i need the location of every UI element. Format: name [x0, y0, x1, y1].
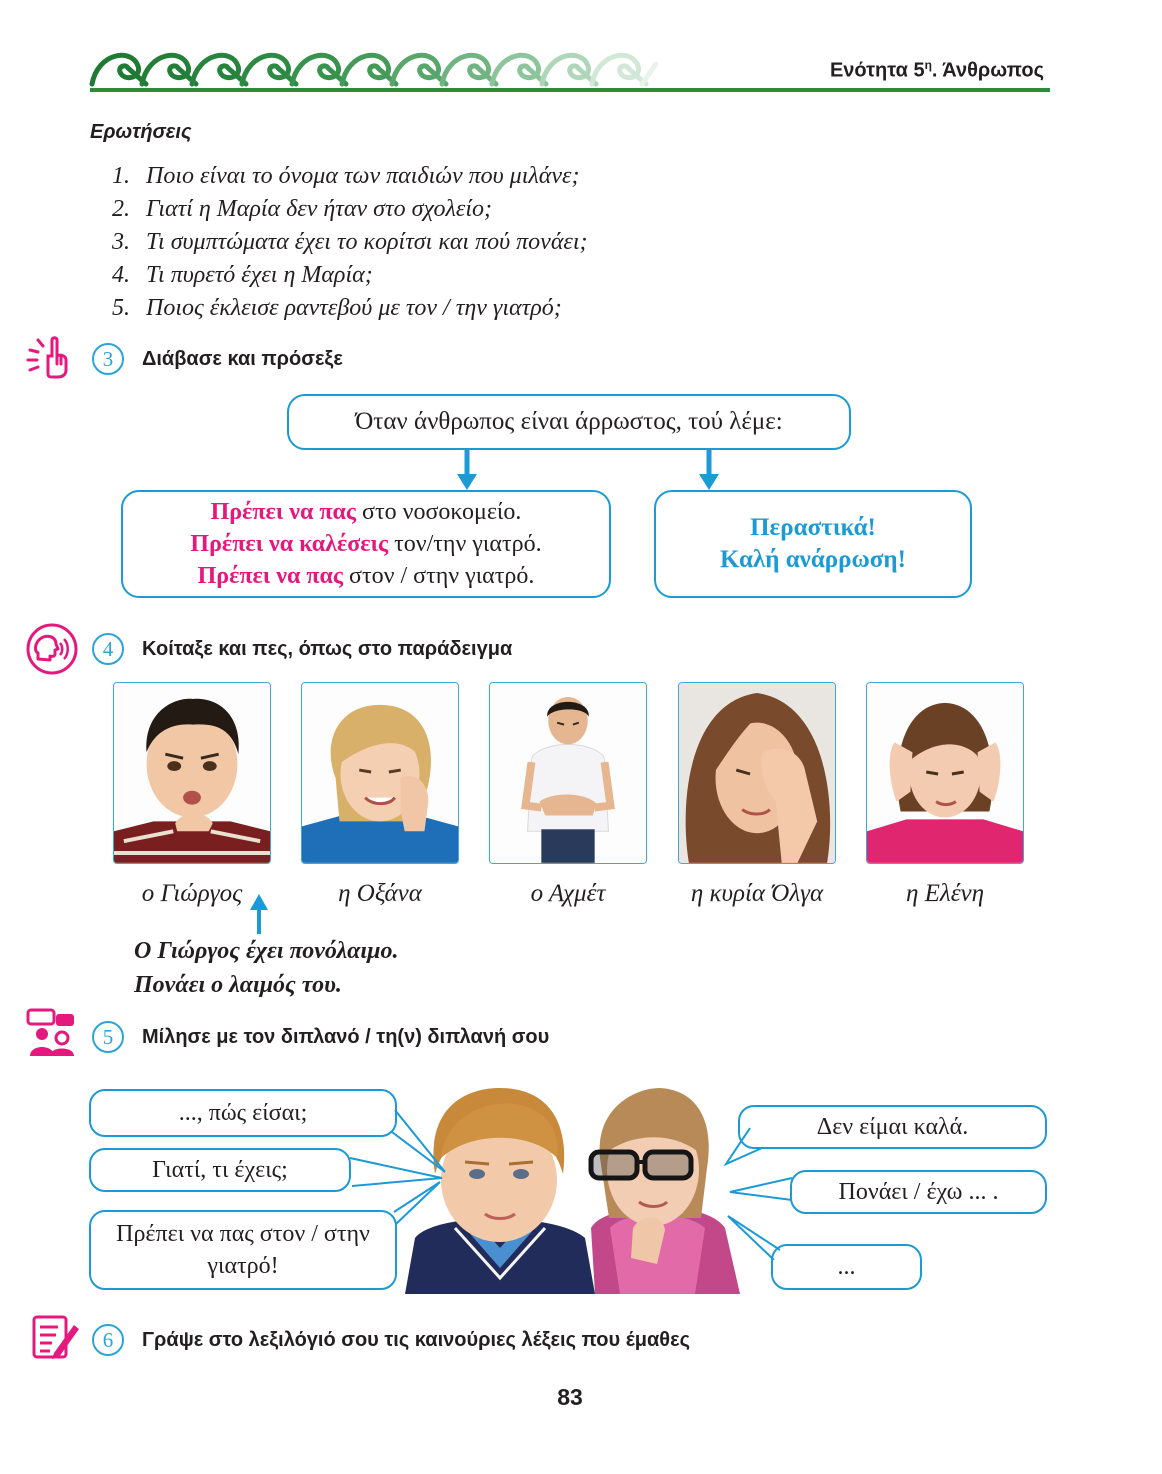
photo-caption: ο Αχμέτ [530, 880, 606, 907]
speech-bubble-text: Πρέπει να πας στον / στην γιατρό! [116, 1221, 370, 1279]
exercise-number-badge: 6 [92, 1324, 124, 1356]
notepad-pencil-icon [30, 1313, 80, 1363]
exercise-title: Διάβασε και πρόσεξε [142, 348, 343, 370]
advice-line: Πρέπει να πας στο νοσοκομείο. [210, 499, 522, 525]
example-line: Ο Γιώργος έχει πονόλαιμο. [134, 938, 399, 964]
speech-bubble-text: ..., πώς είσαι; [178, 1100, 308, 1126]
list-item: 4. Τι πυρετό έχει η Μαρία; [112, 262, 373, 288]
speech-bubble-tails [340, 1100, 460, 1230]
greek-key-wave-ornament [88, 44, 668, 88]
speech-bubble-text: ... [837, 1254, 856, 1280]
photo-caption: η Ελένη [905, 880, 985, 907]
photo-woman-eye-pain [678, 682, 836, 864]
photo-boy-sore-throat [113, 682, 271, 864]
speaking-head-icon [26, 623, 78, 675]
advice-box [121, 490, 611, 598]
pointing-hand-icon [26, 334, 72, 380]
list-item: 5. Ποιος έκλεισε ραντεβού με τον / την γιατρό; [112, 295, 562, 321]
exercise-number-badge: 3 [92, 343, 124, 375]
exercise-number-badge: 5 [92, 1021, 124, 1053]
advice-line: Πρέπει να πας στον / στην γιατρό. [197, 563, 535, 589]
example-sentence [134, 934, 398, 1002]
arrow-up-icon [248, 894, 270, 934]
questions-heading: Ερωτήσεις [90, 121, 192, 143]
speech-bubble-text: Γιατί, τι έχεις; [152, 1157, 288, 1183]
exercise-title: Μίλησε με τον διπλανό / τη(ν) διπλανή σου [142, 1026, 550, 1048]
questions-list [112, 160, 588, 325]
top-info-text: Όταν άνθρωπος είναι άρρωστος, τού λέμε: [355, 408, 783, 435]
photo-girl-toothache [301, 682, 459, 864]
photo-girl-headache [866, 682, 1024, 864]
photo-boy-stomachache [489, 682, 647, 864]
page-number: 83 [557, 1384, 583, 1410]
speech-bubble [89, 1148, 351, 1192]
arrow-down-icon [455, 450, 479, 492]
arrow-down-icon [697, 450, 721, 492]
top-info-box [287, 394, 851, 450]
example-line: Πονάει ο λαιμός του. [134, 972, 342, 998]
wishes-box [654, 490, 972, 598]
photo-caption: ο Γιώργος [141, 880, 243, 907]
photo-caption: η Οξάνα [338, 880, 422, 907]
exercise-number-badge: 4 [92, 633, 124, 665]
list-item: 2. Γιατί η Μαρία δεν ήταν στο σχολείο; [112, 196, 492, 222]
photo-caption: η κυρία Όλγα [690, 880, 824, 907]
wish-line: Περαστικά! [750, 514, 876, 541]
list-item: 1. Ποιο είναι το όνομα των παιδιών που μιλάνε; [112, 163, 580, 189]
speech-bubble-text: Πονάει / έχω ... . [838, 1179, 999, 1205]
advice-line: Πρέπει να καλέσεις τον/την γιατρό. [190, 531, 542, 557]
wish-line: Καλή ανάρρωση! [720, 546, 906, 573]
speech-bubble-text: Δεν είμαι καλά. [816, 1114, 969, 1140]
header-divider [90, 88, 1050, 92]
list-item: 3. Τι συμπτώματα έχει το κορίτσι και πού πονάει; [112, 229, 588, 255]
exercise-title: Κοίταξε και πες, όπως στο παράδειγμα [142, 638, 513, 660]
two-people-talking-icon [26, 1008, 76, 1058]
speech-bubble-tails [722, 1120, 812, 1260]
speech-bubble [790, 1170, 1047, 1214]
exercise-title: Γράψε στο λεξιλόγιό σου τις καινούριες λέξεις που έμαθες [142, 1329, 690, 1351]
unit-title: Ενότητα $5^\eta$. Άνθρωπος [829, 58, 1044, 82]
